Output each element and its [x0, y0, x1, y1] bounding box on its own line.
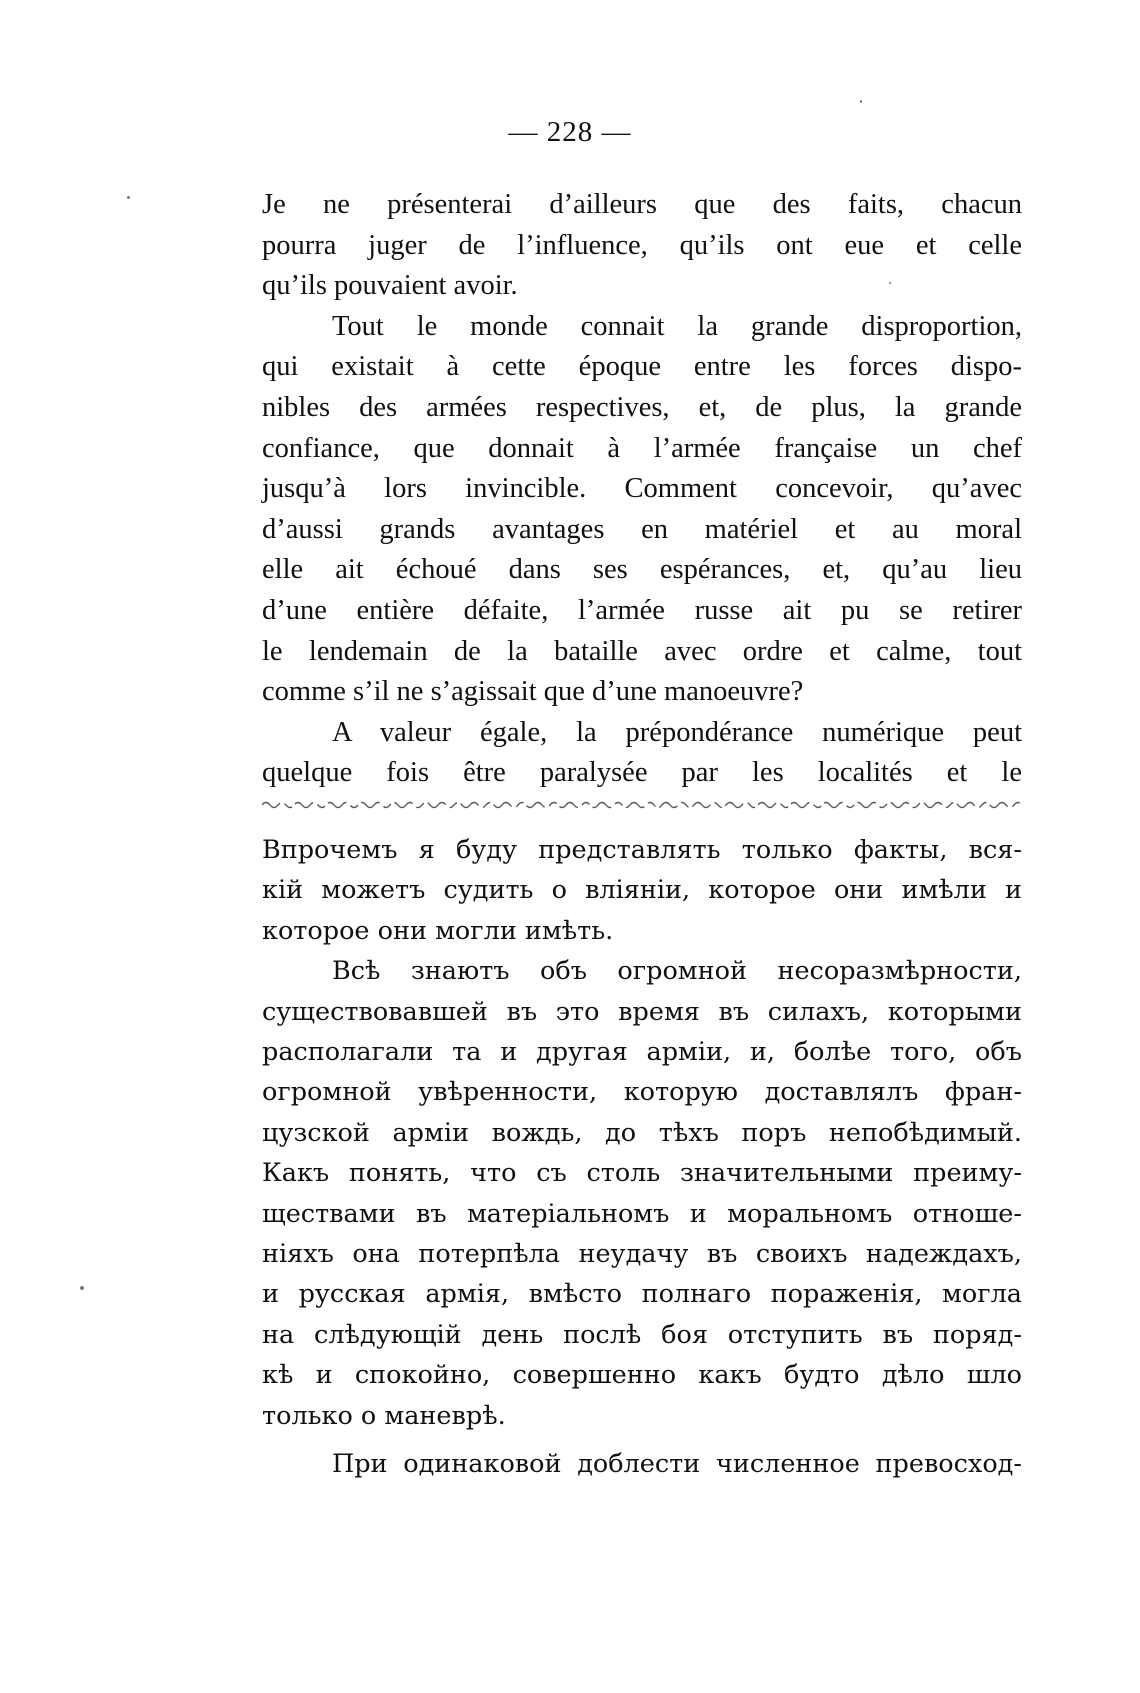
text-line: d’une entière défaite, l’armée russe ait pu se retirer — [262, 594, 1022, 626]
text-line: цузской арміи вождь, до тѣхъ поръ непобѣдимый. — [262, 1117, 1022, 1148]
text-line: qui existait à cette époque entre les forces dispo- — [262, 351, 1022, 383]
text-line: pourra juger de l’influence, qu’ils ont eue et celle — [262, 229, 1022, 261]
text-line: только о маневрѣ. — [262, 1400, 506, 1431]
paragraph — [262, 1444, 1022, 1484]
text-line: nibles des armées respectives, et, de plus, la grande — [262, 391, 1022, 423]
text-line: Какъ понять, что съ столь значительными преиму- — [262, 1158, 1022, 1189]
text-line: Впрочемъ я буду представлять только факты, вся- — [262, 835, 1022, 865]
text-line: огромной увѣренности, которую доставлялъ фран- — [262, 1077, 1022, 1108]
wavy-divider-graphic — [262, 796, 1022, 814]
text-line: jusqu’à lors invincible. Comment concevoir, qu’avec — [262, 473, 1022, 505]
page-number: — 228 — — [508, 116, 632, 148]
text-line: Je ne présenterai d’ailleurs que des faits, chacun — [262, 189, 1022, 220]
text-line: на слѣдующій день послѣ боя отступить въ поряд- — [262, 1319, 1022, 1350]
text-line: le lendemain de la bataille avec ordre et calme, tout — [262, 635, 1022, 667]
text-line: ніяхъ она потерпѣла неудачу въ своихъ надеждахъ, — [262, 1239, 1022, 1270]
text-line: A valeur égale, la prépondérance numérique peut — [332, 716, 1022, 748]
text-line: Всѣ знаютъ объ огромной несоразмѣрности, — [332, 956, 1022, 987]
text-line: При одинаковой доблести численное превосход- — [332, 1449, 1022, 1480]
scan-speck — [80, 1286, 84, 1290]
paragraph-gap — [262, 1436, 1022, 1444]
text-line: quelque fois être paralysée par les localités et le — [262, 757, 1022, 789]
text-line: d’aussi grands avantages en matériel et au moral — [262, 513, 1022, 545]
text-line: ществами въ матеріальномъ и моральномъ отноше- — [262, 1198, 1022, 1229]
text-line: существовавшей въ это время въ силахъ, которыми — [262, 996, 1022, 1027]
paragraph — [262, 307, 1022, 713]
scan-speck — [860, 100, 862, 103]
text-line: confiance, que donnait à l’armée française un chef — [262, 432, 1022, 464]
text-line: qu’ils pouvaient avoir. — [262, 270, 518, 302]
scan-speck — [127, 196, 130, 199]
russian-text — [262, 830, 1022, 1485]
wavy-divider — [262, 796, 1022, 814]
text-line: располагали та и другая арміи, и, болѣе того, объ — [262, 1037, 1022, 1068]
text-line: comme s’il ne s’agissait que d’une manoeuvre? — [262, 676, 804, 708]
french-text — [262, 185, 1022, 794]
text-line: кѣ и спокойно, совершенно какъ будто дѣло шло — [262, 1360, 1022, 1391]
paragraph — [262, 185, 1022, 307]
paragraph — [262, 713, 1022, 794]
text-line: кій можетъ судить о вліяніи, которое они имѣли и — [262, 875, 1022, 906]
text-line: Tout le monde connait la grande disproportion, — [332, 310, 1022, 342]
text-line: и русская армія, вмѣсто полнаго пораженія, могла — [262, 1279, 1022, 1310]
paragraph — [262, 830, 1022, 951]
scan-speck — [889, 282, 891, 284]
text-line: elle ait échoué dans ses espérances, et, qu’au lieu — [262, 554, 1022, 586]
paragraph — [262, 951, 1022, 1436]
text-line: которое они могли имѣть. — [262, 915, 614, 946]
